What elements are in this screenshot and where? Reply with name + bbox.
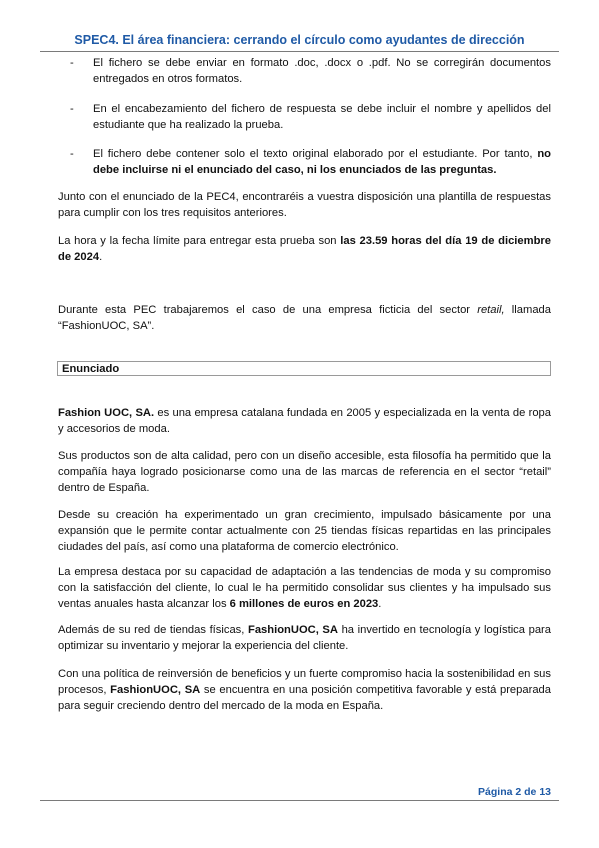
section-heading-enunciado: Enunciado (57, 361, 551, 376)
paragraph-sales: La empresa destaca por su capacidad de adaptación a las tendencias de moda y su compromiso con la satisfacción del cliente, lo cual le ha permitido consolidar sus clientes y ha impulsado sus ventas anuales hasta alcanzar los 6 millones de euros en 2023. (58, 566, 551, 610)
sales-bold: 6 millones de euros en 2023 (229, 598, 379, 610)
paragraph-deadline: La hora y la fecha límite para entregar esta prueba son las 23.59 horas del día 19 de diciembre de 2024. (58, 235, 551, 263)
bullet-bold-text: no debe incluirse ni el enunciado del caso, ni los enunciados de las preguntas. (93, 148, 551, 176)
bullet-dash: - (70, 57, 74, 69)
page-header-title: SPEC4. El área financiera: cerrando el círculo como ayudantes de dirección (74, 33, 525, 47)
company-name-bold: FashionUOC, SA (110, 684, 201, 696)
bullet-dash: - (70, 103, 74, 115)
footer-divider (40, 800, 559, 801)
bullet-item-header (70, 101, 551, 133)
page-number: Página 2 de 13 (478, 786, 551, 798)
bullet-item-content (70, 146, 551, 178)
bullet-item-format (70, 55, 551, 87)
header-divider (40, 51, 559, 52)
company-name-bold: Fashion UOC, SA. (58, 407, 155, 419)
paragraph-growth: Desde su creación ha experimentado un gran crecimiento, impulsado básicamente por una expansión que le permite contar actualmente con 25 tiendas físicas repartidas en las principales ciudades del país, así como una plataforma de comercio electrónico. (58, 509, 551, 553)
paragraph-technology: Además de su red de tiendas físicas, FashionUOC, SA ha invertido en tecnología y logística para optimizar su inventario y mejorar la experiencia del cliente. (58, 624, 551, 652)
company-name-bold: FashionUOC, SA (247, 624, 338, 636)
paragraph-products: Sus productos son de alta calidad, pero con un diseño accesible, esta filosofía ha permitido que la compañía haya logrado posicionarse como una de las marcas de referencia en el sector “retail” dentro de España. (58, 450, 551, 494)
bullet-text: El fichero se debe enviar en formato .doc, .docx o .pdf. No se corregirán documentos entregados en otros formatos. (93, 57, 551, 85)
bullet-text: El fichero debe contener solo el texto original elaborado por el estudiante. Por tanto, no debe incluirse ni el enunciado del caso, ni los enunciados de las preguntas. (93, 148, 551, 176)
retail-italic: retail, (477, 304, 505, 316)
paragraph-case-intro: Durante esta PEC trabajaremos el caso de una empresa ficticia del sector retail, llamada “FashionUOC, SA”. (58, 304, 551, 332)
bullet-text: En el encabezamiento del fichero de respuesta se debe incluir el nombre y apellidos del estudiante que ha realizado la prueba. (93, 103, 551, 131)
deadline-bold: las 23.59 horas del día 19 de diciembre de 2024 (58, 235, 551, 263)
bullet-dash: - (70, 148, 74, 160)
paragraph-plantilla: Junto con el enunciado de la PEC4, encontraréis a vuestra disposición una plantilla de respuestas para cumplir con los tres requisitos anteriores. (58, 191, 551, 219)
paragraph-sustainability: Con una política de reinversión de beneficios y un fuerte compromiso hacia la sostenibilidad en sus procesos, FashionUOC, SA se encuentra en una posición competitiva favorable y está preparada para seguir creciendo dentro del mercado de la moda en España. (58, 668, 551, 712)
paragraph-company: Fashion UOC, SA. es una empresa catalana fundada en 2005 y especializada en la venta de ropa y accesorios de moda. (58, 407, 551, 435)
